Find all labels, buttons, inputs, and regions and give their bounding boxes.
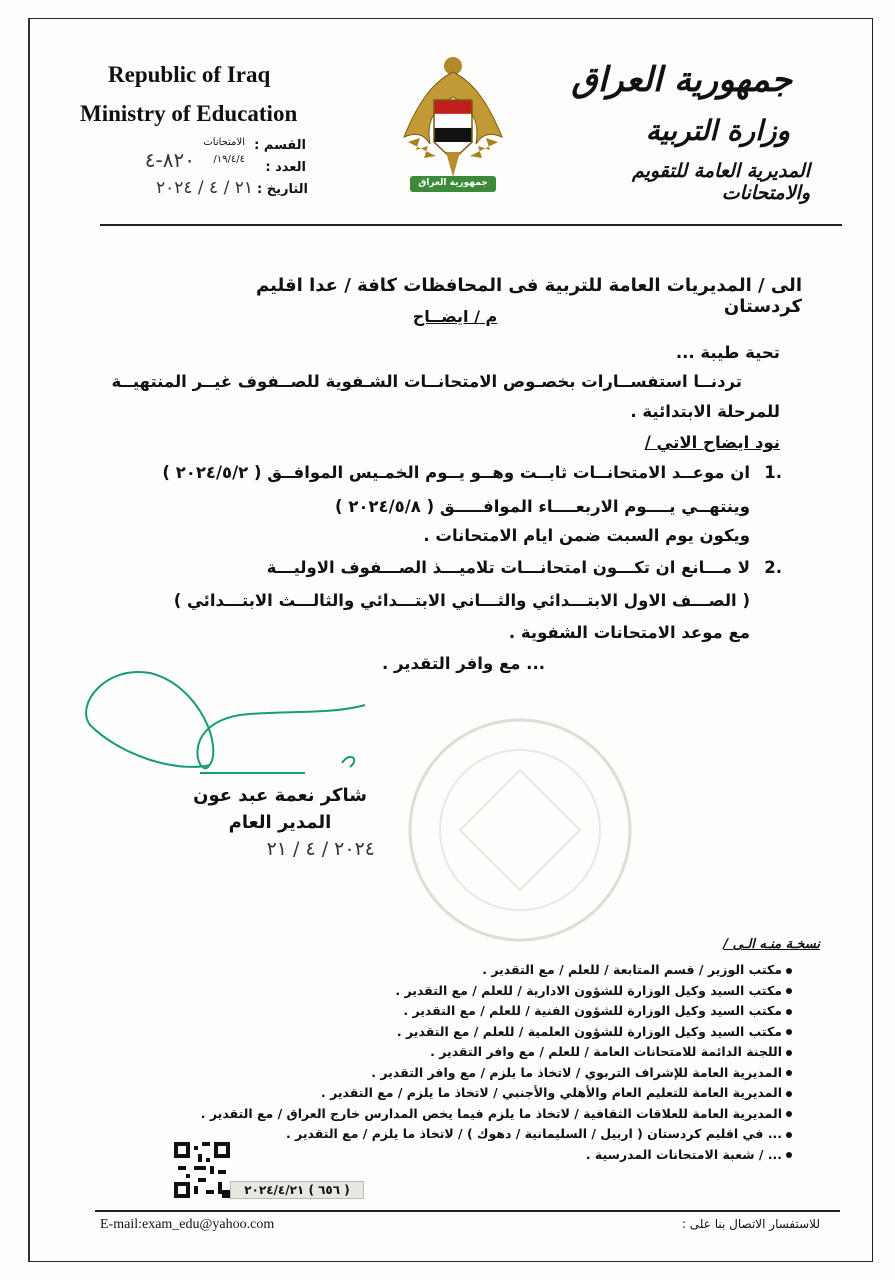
point2-number: .2 — [764, 558, 782, 577]
bullet-icon — [786, 1070, 792, 1076]
bullet-icon — [786, 1091, 792, 1097]
emblem-caption: جمهورية العراق — [418, 178, 488, 188]
copy-item-text: مكتب السيد وكيل الوزارة للشؤون الادارية / للعلم / مع التقدير . — [395, 982, 782, 998]
letter-recipient: الى / المديريات العامة للتربية فى المحافظات كافة / عدا اقليم كردستان — [256, 275, 802, 317]
copies-heading: نسخـة منـه الـى / — [723, 937, 820, 952]
copy-item — [220, 1001, 792, 1022]
copy-item-text: اللجنة الدائمة للامتحانات العامة / للعلم / مع وافر التقدير . — [430, 1044, 782, 1059]
ref-no-label: العدد : — [265, 160, 306, 175]
qr-code-icon — [174, 1142, 230, 1198]
handwritten-signature — [80, 655, 370, 785]
copy-item-text: ... في اقليم كردستان ( اربيل / السليمانية / دهوك ) / لاتخاذ ما يلزم / مع التقدير . — [285, 1126, 782, 1141]
point1-line1: ان موعــد الامتحانــات ثابــت وهــو يــوم الخمـيس الموافــق ( ٢٠٢٤/٥/٢ ) — [162, 463, 750, 482]
copy-item-text: مكتب السيد وكيل الوزارة للشؤون الفنية / للعلم / مع التقدير . — [403, 1003, 782, 1018]
copy-item-text: المديرية العامة للتعليم العام والأهلي والأجنبي / لاتخاذ ما يلزم / مع التقدير . — [320, 1085, 782, 1100]
copy-item — [220, 1063, 792, 1084]
ref-no-handwritten: ٨٢٠-٤ — [144, 148, 195, 172]
header-en-country: Republic of Iraq — [108, 62, 271, 87]
point2-line1: لا مـــانع ان تكـــون امتحانـــات تلاميـــذ الصـــفوف الاوليـــة — [266, 558, 750, 577]
header-divider — [100, 224, 842, 226]
bullet-icon — [786, 1111, 792, 1117]
ministry-seal-stamp — [400, 710, 640, 950]
letter-clarify-heading: نود ايضاح الاتي / — [644, 433, 780, 452]
copy-item — [220, 1022, 792, 1043]
ref-dept-label: القسم : — [254, 138, 306, 153]
point1-number: .1 — [764, 463, 782, 482]
letter-intro-line2: للمرحلة الابتدائية . — [630, 402, 780, 421]
copy-item — [220, 1083, 792, 1104]
bullet-icon — [786, 1029, 792, 1035]
copy-item — [220, 1145, 792, 1166]
copy-item — [220, 960, 792, 981]
header-ar-directorate: المديرية العامة للتقويم والامتحانات — [631, 160, 810, 204]
point2-line3: مع موعد الامتحانات الشفوية . — [508, 623, 750, 642]
header-en-ministry: Ministry of Education — [80, 101, 298, 126]
copy-item-text: مكتب السيد وكيل الوزارة للشؤون العلمية / للعلم / مع التقدير . — [396, 1023, 782, 1039]
bullet-icon — [786, 1050, 792, 1056]
ref-date-handwritten: ٢١ / ٤ / ٢٠٢٤ — [155, 178, 253, 198]
letter-greeting: تحية طيبة ... — [675, 343, 780, 362]
copies-list — [200, 960, 792, 1165]
letter-closing: ... مع وافر التقدير . — [382, 654, 545, 673]
point1-line2: وينتهــي يــــوم الاربعــــاء الموافـــــق ( ٢٠٢٤/٥/٨ ) — [335, 497, 750, 516]
copy-item-text: المديرية العامة للإشراف التربوي / لاتخاذ ما يلزم / مع وافر التقدير . — [371, 1064, 782, 1080]
copy-item — [200, 1104, 792, 1125]
copy-item-text: ... / شعبة الامتحانات المدرسية . — [585, 1146, 782, 1162]
bullet-icon — [786, 988, 792, 994]
copy-item-text: مكتب الوزير / قسم المتابعة / للعلم / مع التقدير . — [482, 962, 782, 977]
copy-item-text: المديرية العامة للعلاقات الثقافية / لاتخاذ ما يلزم فيما يخص المدارس خارج العراق / مع التقدير . — [200, 1105, 782, 1121]
bullet-icon — [786, 1152, 792, 1158]
document-id: ( ٦٥٦ ) ٢٠٢٤/٤/٢١ — [230, 1181, 364, 1199]
copy-item — [220, 981, 792, 1002]
header-ar-ministry: وزارة التربية — [645, 114, 790, 147]
point2-line2: ( الصـــف الاول الابتـــدائي والثـــاني الابتـــدائي والثالـــث الابتـــدائي ) — [173, 591, 750, 610]
letter-subject: م / ايضــاح — [412, 307, 498, 326]
footer-contact: للاستفسار الاتصال بنا على : — [681, 1217, 820, 1231]
bullet-icon — [786, 1132, 792, 1138]
copy-item — [220, 1042, 792, 1063]
sign-date: ٢٠٢٤ / ٤ / ٢١ — [266, 838, 375, 860]
ref-no-value: ١٩/٤/٤/ — [213, 154, 245, 165]
ref-dept-value: الامتحانات — [203, 137, 245, 148]
letter-intro-line1: تردنــا استفســارات بخصـوص الامتحانــات الشـفوية للصــفوف غيــر المنتهيــة — [111, 372, 742, 391]
header-ar-country: جمهورية العراق — [571, 60, 792, 100]
bullet-icon — [786, 1009, 792, 1015]
signer-title: المدير العام — [228, 812, 332, 833]
point1-line3: ويكون يوم السبت ضمن ايام الامتحانات . — [423, 526, 750, 545]
bullet-icon — [786, 968, 792, 974]
signer-name: شاكر نعمة عبد عون — [193, 785, 367, 806]
copy-item — [220, 1124, 792, 1145]
ref-date-label: التاريخ : — [257, 182, 308, 197]
footer-email: E-mail:exam_edu@yahoo.com — [100, 1217, 275, 1232]
footer-divider — [95, 1210, 840, 1212]
